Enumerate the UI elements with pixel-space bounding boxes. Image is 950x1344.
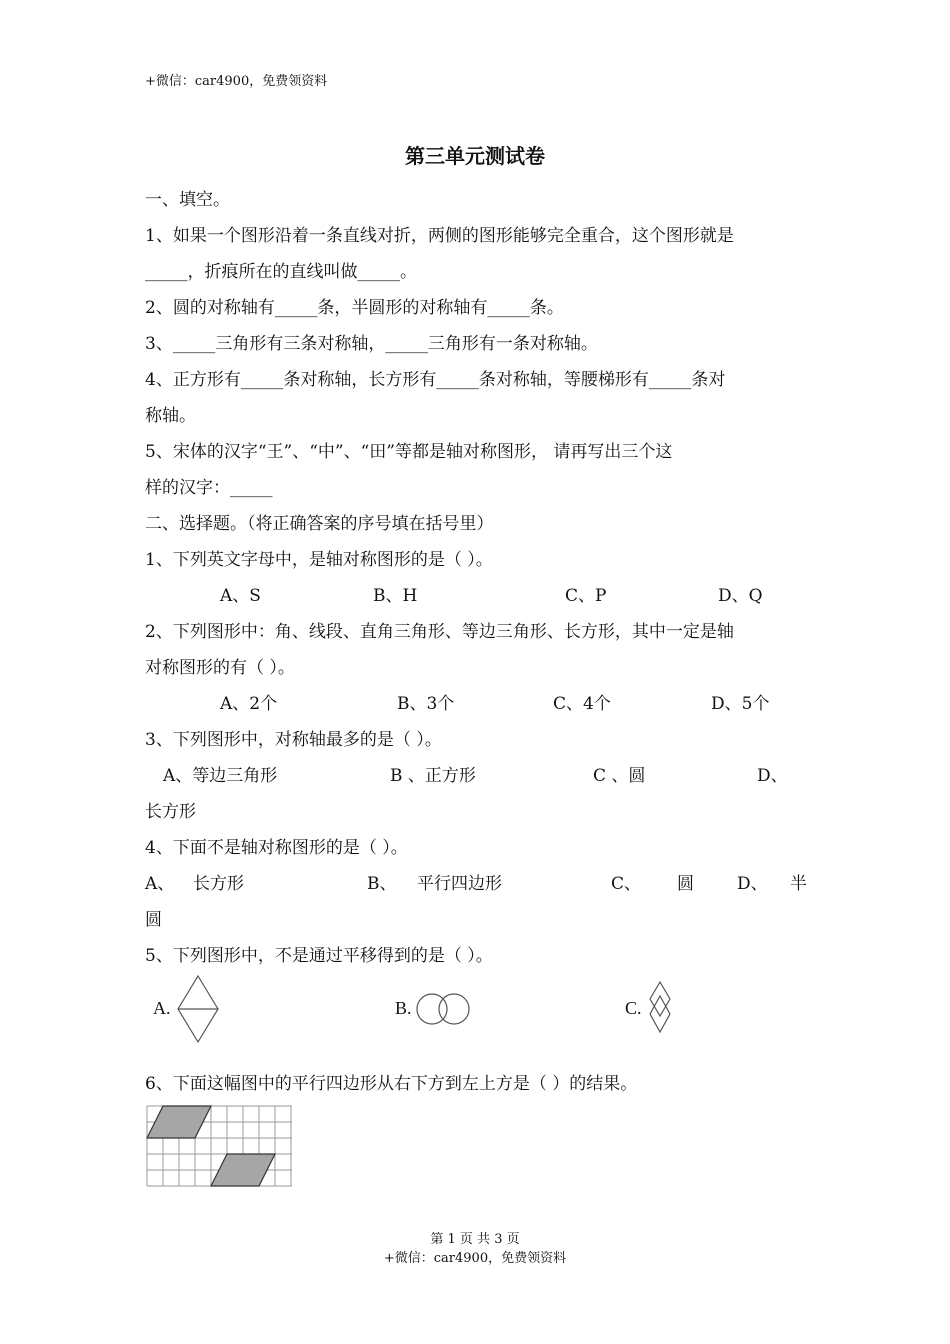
- q1-line2: _____，折痕所在的直线叫做_____。: [145, 262, 417, 282]
- mc3-options: [145, 758, 807, 794]
- mc3-option-d: D、: [757, 766, 788, 786]
- footer-watermark: +微信：car4900，免费领资料: [383, 1251, 567, 1266]
- mc2-option-d: D、5个: [711, 694, 770, 714]
- mc1-option-a: A、S: [220, 586, 261, 606]
- q5-line2: 样的汉字：_____: [145, 478, 273, 498]
- q4-line2: 称轴。: [145, 406, 196, 426]
- mc4-option-c-label: C、: [611, 874, 642, 894]
- page-number: 第 1 页 共 3 页: [430, 1232, 520, 1247]
- nested-diamonds-figure: [625, 974, 695, 1048]
- mc3-wrap: 长方形: [145, 802, 196, 822]
- mc1-option-d: D、Q: [718, 586, 763, 606]
- mc1-option-b: B、H: [373, 586, 418, 606]
- mc4-option-a-label: A、: [145, 874, 175, 894]
- mc5-label-a: A.: [153, 998, 171, 1018]
- mc2-line2: 对称图形的有（ ）。: [145, 658, 295, 678]
- mc6-question: 6、下面这幅图中的平行四边形从右下方到左上方是（ ）的结果。: [145, 1074, 638, 1094]
- mc3-option-a: A、等边三角形: [163, 766, 278, 786]
- mc3-question: 3、下列图形中，对称轴最多的是（ ）。: [145, 730, 442, 750]
- mc4-question: 4、下面不是轴对称图形的是（ ）。: [145, 838, 408, 858]
- q5-line1: 5、宋体的汉字“王”、“中”、“田”等都是轴对称图形， 请再写出三个这: [145, 442, 673, 462]
- q3: 3、_____三角形有三条对称轴，_____三角形有一条对称轴。: [145, 334, 598, 354]
- mc5-label-b: B.: [395, 998, 412, 1018]
- document-body: [145, 182, 807, 1200]
- mc1-options: [145, 578, 807, 614]
- mc2-line1: 2、下列图形中：角、线段、直角三角形、等边三角形、长方形，其中一定是轴: [145, 622, 734, 642]
- stacked-diamond-figure: [153, 974, 233, 1048]
- mc4-option-c-text: 圆: [677, 874, 694, 894]
- mc3-option-c: C 、圆: [593, 766, 646, 786]
- mc5-label-c: C.: [625, 998, 642, 1018]
- mc2-options: [145, 686, 807, 722]
- mc4-option-d-label: D、: [737, 874, 768, 894]
- mc2-option-c: C、4个: [553, 694, 611, 714]
- q1-line1: 1、如果一个图形沿着一条直线对折，两侧的图形能够完全重合，这个图形就是: [145, 226, 734, 246]
- mc3-option-b: B 、正方形: [390, 766, 476, 786]
- mc1-question: 1、下列英文字母中，是轴对称图形的是（ ）。: [145, 550, 493, 570]
- mc5-figures: [145, 974, 807, 1066]
- parallelogram-grid: [145, 1104, 305, 1196]
- mc4-option-b-label: B、: [367, 874, 397, 894]
- header-watermark: +微信：car4900，免费领资料: [145, 74, 328, 89]
- mc4-wrap: 圆: [145, 910, 162, 930]
- mc4-option-d-text: 半: [790, 874, 807, 894]
- mc1-option-c: C、P: [565, 586, 607, 606]
- q4-line1: 4、正方形有_____条对称轴，长方形有_____条对称轴，等腰梯形有_____条对: [145, 370, 726, 390]
- mc6-grid-figure: [145, 1104, 807, 1200]
- page-title: 第三单元测试卷: [405, 144, 545, 168]
- mc5-question: 5、下列图形中，不是通过平移得到的是（ ）。: [145, 946, 493, 966]
- q2: 2、圆的对称轴有_____条，半圆形的对称轴有_____条。: [145, 298, 564, 318]
- mc4-option-b-text: 平行四边形: [417, 874, 502, 894]
- mc4-options: [145, 866, 807, 902]
- section1-heading: 一、填空。: [145, 190, 230, 210]
- mc2-option-b: B、3个: [397, 694, 455, 714]
- section2-heading: 二、选择题。（将正确答案的序号填在括号里）: [145, 514, 494, 534]
- mc4-option-a-text: 长方形: [193, 874, 244, 894]
- mc2-option-a: A、2个: [220, 694, 278, 714]
- overlapping-circles-figure: [395, 974, 485, 1048]
